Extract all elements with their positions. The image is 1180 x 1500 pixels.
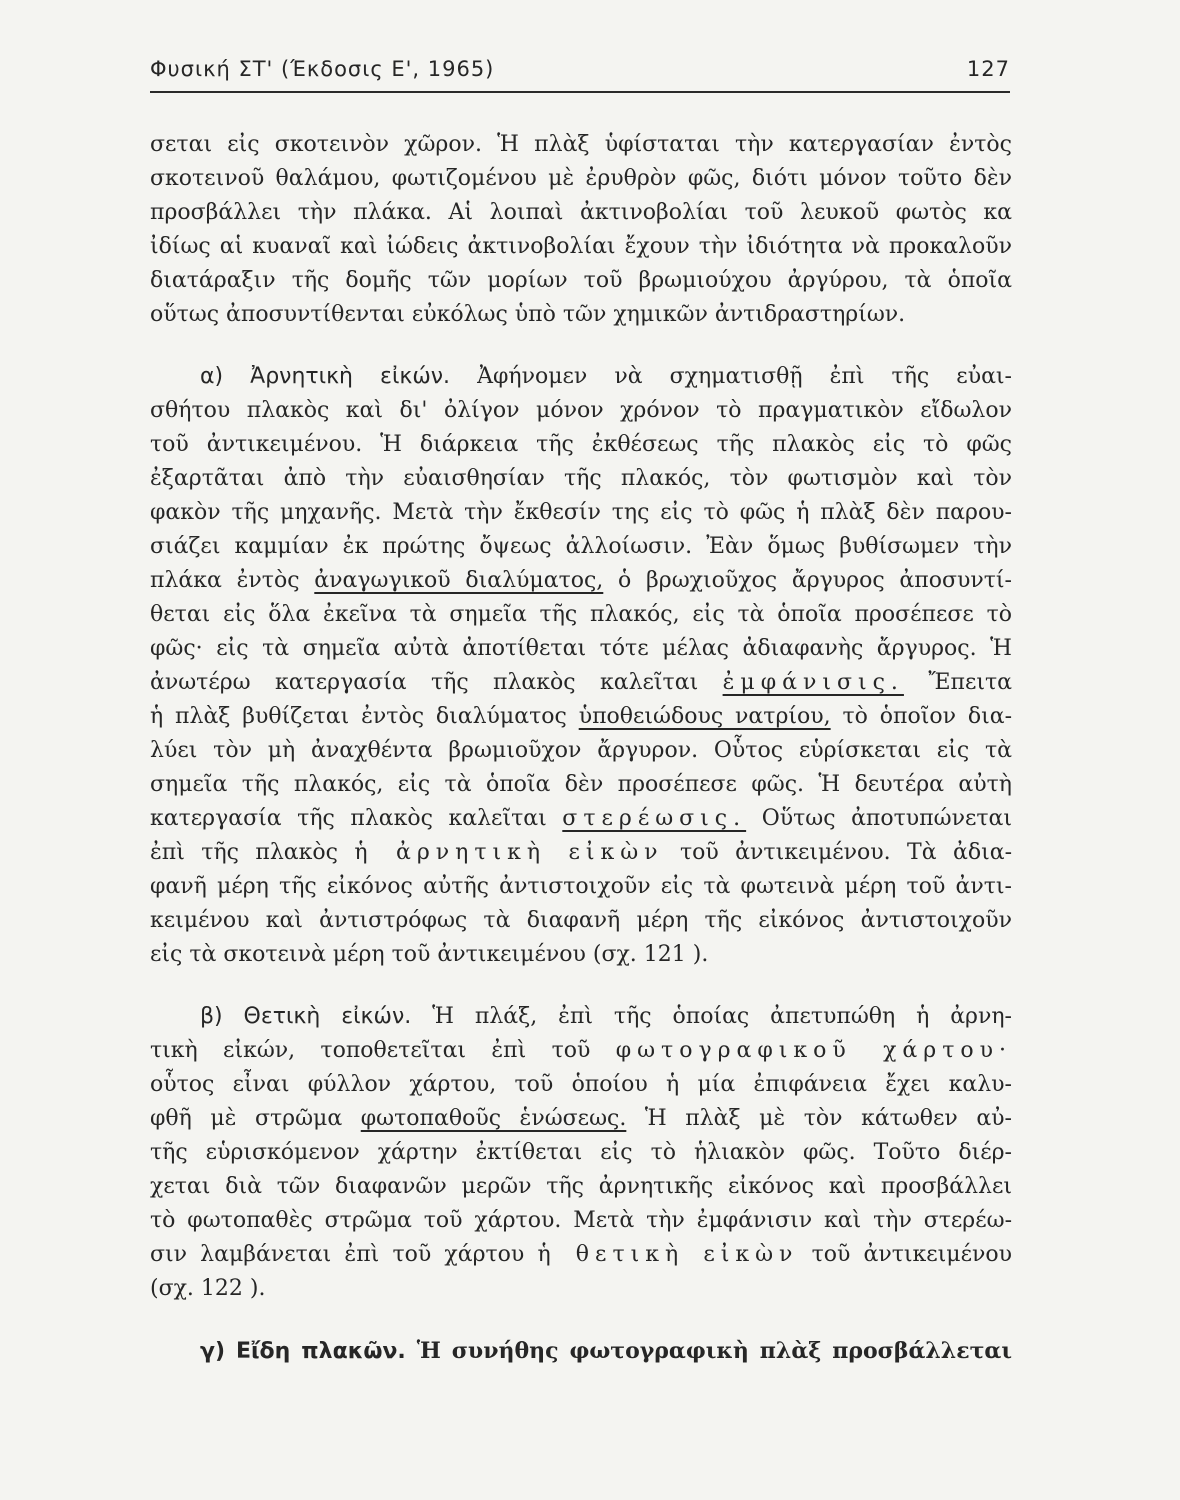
text-line: σεται εἰς σκοτεινὸν χῶρον. Ἡ πλὰξ ὑφίσταται τὴν κατεργασίαν ἐντὸς	[150, 132, 1012, 157]
text-line: εἰς τὰ σκοτεινὰ μέρη τοῦ ἀντικειμένου (σχ. 121 ).	[150, 942, 709, 967]
text-run: ὁ βρωχιοῦχος ἄργυρος ἀποσυντί-	[618, 568, 1012, 593]
text-line	[150, 668, 1012, 698]
text-line: (σχ. 122 ).	[150, 1276, 266, 1301]
text-run: τοῦ ἀντικειμένου	[811, 1242, 1012, 1267]
text-line: τοῦ ἀντικειμένου. Ἡ διάρκεια τῆς ἐκθέσεως τῆς πλακὸς εἰς τὸ φῶς	[150, 432, 1012, 457]
text-line: σκοτεινοῦ θαλάμου, φωτιζομένου μὲ ἐρυθρὸν φῶς, διότι μόνον τοῦτο δὲν	[150, 166, 1012, 191]
underlined-term: ὑποθειώδους νατρίου,	[578, 704, 831, 729]
text-line	[200, 1336, 1012, 1366]
text-run: ἐπὶ τῆς πλακὸς	[150, 840, 338, 865]
text-line: σιάζει καμμίαν ἐκ πρώτης ὄψεως ἀλλοίωσιν. Ἐὰν ὅμως βυθίσωμεν τὴν	[150, 534, 1012, 559]
text-line: σημεῖα τῆς πλακός, εἰς τὰ ὁποῖα δὲν προσέπεσε φῶς. Ἡ δευτέρα αὐτὴ	[150, 772, 1012, 797]
underlined-term: φωτοπαθοῦς ἑνώσεως.	[360, 1106, 627, 1131]
text-run: τικὴ εἰκών, τοποθετεῖται ἐπὶ τοῦ	[150, 1038, 591, 1063]
text-line: ἰδίως αἱ κυαναῖ καὶ ἰώδεις ἀκτινοβολίαι ἔχουν τὴν ἰδιότητα νὰ προκαλοῦν	[150, 234, 1012, 259]
underlined-term: ἀναγωγικοῦ διαλύματος,	[314, 568, 604, 593]
text-run: Ἡ συνήθης φωτογραφικὴ πλὰξ προσβάλλεται	[416, 1338, 1012, 1364]
spaced-term: στερέωσις.	[562, 806, 747, 831]
text-line	[150, 804, 1012, 834]
text-line: φανῆ μέρη τῆς εἰκόνος αὐτῆς ἀντιστοιχοῦν εἰς τὰ φωτεινὰ μέρη τοῦ ἀντι-	[150, 874, 1012, 899]
text-run: ἀνωτέρω κατεργασία τῆς πλακὸς καλεῖται	[150, 670, 699, 695]
text-run: τὸ ὁποῖον δια-	[842, 704, 1013, 729]
text-run: Ἀφήνομεν νὰ σχηματισθῇ ἐπὶ τῆς εὐαι-	[477, 364, 1012, 389]
page-number: 127	[966, 57, 1010, 81]
text-line: οὕτως ἀποσυντίθενται εὐκόλως ὑπὸ τῶν χημικῶν ἀντιδραστηρίων.	[150, 302, 906, 327]
text-line: λύει τὸν μὴ ἀναχθέντα βρωμιοῦχον ἄργυρον. Οὗτος εὑρίσκεται εἰς τὰ	[150, 738, 1012, 763]
text-line: φῶς· εἰς τὰ σημεῖα αὐτὰ ἀποτίθεται τότε μέλας ἀδιαφανὴς ἄργυρος. Ἡ	[150, 636, 1012, 661]
text-run: Ἡ πλάξ, ἐπὶ τῆς ὁποίας ἀπετυπώθη ἡ ἀρνη-	[432, 1004, 1012, 1029]
text-line	[150, 1036, 1012, 1066]
text-line: ἐξαρτᾶται ἀπὸ τὴν εὐαισθησίαν τῆς πλακός, τὸν φωτισμὸν καὶ τὸν	[150, 466, 1012, 491]
text-line: τὸ φωτοπαθὲς στρῶμα τοῦ χάρτου. Μετὰ τὴν ἐμφάνισιν καὶ τὴν στερέω-	[150, 1208, 1012, 1233]
text-line: τῆς εὑρισκόμενον χάρτην ἐκτίθεται εἰς τὸ ἡλιακὸν φῶς. Τοῦτο διέρ-	[150, 1140, 1012, 1165]
text-line: προσβάλλει τὴν πλάκα. Αἱ λοιπαὶ ἀκτινοβολίαι τοῦ λευκοῦ φωτὸς κα	[150, 200, 1012, 225]
text-run: Οὕτως ἀποτυπώνεται	[761, 806, 1013, 831]
text-run: Ἡ πλὰξ μὲ τὸν κάτωθεν αὐ-	[644, 1106, 1012, 1131]
text-line	[150, 1104, 1012, 1134]
spaced-term: ἐμφάνισις.	[722, 670, 904, 695]
text-run: Ἔπειτα	[928, 670, 1013, 695]
text-line: χεται διὰ τῶν διαφανῶν μερῶν τῆς ἀρνητικῆς εἰκόνος καὶ προσβάλλει	[150, 1174, 1012, 1199]
text-line: οὗτος εἶναι φύλλον χάρτου, τοῦ ὁποίου ἡ μία ἐπιφάνεια ἔχει καλυ-	[150, 1072, 1012, 1097]
text-line	[150, 1240, 1012, 1270]
header-title: Φυσική ΣΤ' (Έκδοσις Ε', 1965)	[150, 57, 495, 81]
text-run: τοῦ ἀντικειμένου. Τὰ ἀδια-	[679, 840, 1013, 865]
section-heading-c: γ) Εἴδη πλακῶν.	[200, 1339, 406, 1364]
text-run: πλάκα ἐντὸς	[150, 568, 300, 593]
text-line	[150, 566, 1012, 596]
text-line	[150, 838, 1012, 868]
spaced-term: φωτογραφικοῦ χάρτου·	[615, 1038, 1013, 1063]
text-line: κειμένου καὶ ἀντιστρόφως τὰ διαφανῆ μέρη τῆς εἰκόνος ἀντιστοιχοῦν	[150, 908, 1012, 933]
running-header	[150, 55, 1010, 93]
spaced-term: ἡ ἀρνητικὴ εἰκὼν	[354, 840, 664, 865]
text-line	[150, 702, 1012, 732]
text-line	[200, 1002, 1012, 1032]
text-run: φθῆ μὲ στρῶμα	[150, 1106, 343, 1131]
text-line: σθήτου πλακὸς καὶ δι' ὀλίγον μόνον χρόνον τὸ πραγματικὸν εἴδωλον	[150, 398, 1012, 423]
text-run: ἡ πλὰξ βυθίζεται ἐντὸς διαλύματος	[150, 704, 567, 729]
section-heading-a: α) Ἀρνητικὴ εἰκών.	[200, 364, 451, 389]
section-heading-b: β) Θετικὴ εἰκών.	[200, 1004, 412, 1029]
spaced-term: ἡ θετικὴ εἰκὼν	[537, 1242, 799, 1267]
text-line: θεται εἰς ὅλα ἐκεῖνα τὰ σημεῖα τῆς πλακός, εἰς τὰ ὁποῖα προσέπεσε τὸ	[150, 602, 1012, 627]
text-line: διατάραξιν τῆς δομῆς τῶν μορίων τοῦ βρωμιούχου ἀργύρου, τὰ ὁποῖα	[150, 268, 1012, 293]
text-line	[200, 362, 1012, 392]
text-run: σιν λαμβάνεται ἐπὶ τοῦ χάρτου	[150, 1242, 525, 1267]
text-line: φακὸν τῆς μηχανῆς. Μετὰ τὴν ἔκθεσίν της εἰς τὸ φῶς ἡ πλὰξ δὲν παρου-	[150, 500, 1012, 525]
text-run: κατεργασία τῆς πλακὸς καλεῖται	[150, 806, 547, 831]
